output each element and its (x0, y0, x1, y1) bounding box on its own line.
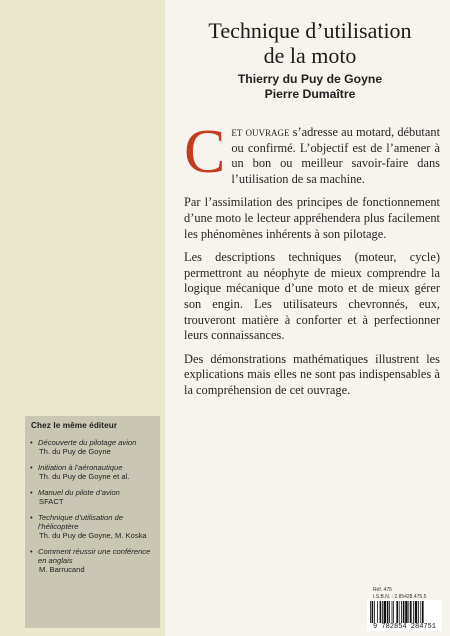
same-publisher-box (25, 416, 160, 628)
barcode-bar (387, 601, 389, 623)
book-item (25, 438, 160, 456)
barcode-bar (382, 601, 383, 623)
author-2: Pierre Dumaître (264, 87, 356, 101)
book-title-item: Technique d’utilisation de l’hélicoptère (38, 513, 123, 531)
barcode-bar (392, 601, 393, 623)
book-title-item: Initiation à l’aéronautique (38, 463, 123, 472)
paragraph-1-text: s’adresse au motard, débutant ou confirmé. L’objectif est de l’amener à un bon ou meilleur savoir-faire dans l’utilisation de sa machine. (231, 125, 441, 186)
barcode-bar (384, 601, 386, 623)
paragraph-3: Les descriptions techniques (moteur, cycle) permettront au néophyte de mieux comprendre la logique mécanique d’une moto et de mieux gérer son engin. Les utilisateurs chevronnés, eux, trouveront matière à conforter et à perfectionner leurs connaissances. (184, 250, 440, 343)
book-author: SFACT (39, 497, 64, 506)
book-title-item: Comment réussir une conférence en anglais (38, 547, 151, 565)
barcode-bar (389, 601, 390, 623)
barcode-bar (380, 601, 382, 623)
barcode-bar (403, 601, 405, 623)
book-item (25, 463, 160, 481)
paragraph-2: Par l’assimilation des principes de fonctionnement d’une moto le lecteur appréhendera plus facilement les phénomènes inhérents à son pilotage. (184, 195, 440, 241)
book-author: Th. du Puy de Goyne (39, 447, 111, 456)
barcode-bar (377, 601, 378, 623)
barcode-bar (401, 601, 402, 623)
barcode-bar (415, 601, 417, 623)
isbn: I.S.B.N. : 2.85428.475.5 (373, 594, 427, 600)
bullet: • (30, 488, 33, 497)
barcode-bar (422, 601, 424, 623)
title-line-1: Technique d’utilisation (208, 18, 412, 43)
book-title-item: Découverte du pilotage avion (38, 438, 137, 447)
barcode-bar (418, 601, 419, 623)
bullet: • (30, 438, 33, 447)
bullet: • (30, 463, 33, 472)
book-author: M. Barrucand (39, 565, 85, 574)
book-item (25, 488, 160, 506)
barcode-bar (370, 601, 371, 623)
paragraph-4: Des démonstrations mathématiques illustrent les explications mais elles ne sont pas indispensables à la compréhension de cet ouvrage. (184, 351, 440, 397)
barcode-digits: 9 782854 284751 (367, 623, 442, 631)
body-text (184, 118, 441, 407)
book-author: Th. du Puy de Goyne et al. (39, 472, 130, 481)
barcode-bar (393, 601, 394, 623)
barcode-bar (374, 601, 375, 623)
barcode-bar (372, 601, 374, 623)
barcode-bar (413, 601, 414, 623)
sidebar-heading: Chez le même éditeur (31, 421, 118, 430)
title-block (175, 18, 445, 102)
book-author: Th. du Puy de Goyne, M. Koska (39, 531, 147, 540)
author-1: Thierry du Puy de Goyne (237, 72, 383, 86)
barcode-bar (405, 601, 407, 623)
book-title (175, 18, 445, 68)
paragraph-1-lead: et ouvrage (231, 125, 290, 139)
authors (175, 72, 445, 102)
barcode-bars (367, 600, 442, 624)
barcode-bar (396, 601, 398, 623)
bullet: • (30, 547, 33, 556)
barcode-bar (399, 601, 400, 623)
barcode-bar (410, 601, 412, 623)
drop-cap: C (184, 118, 226, 186)
reference-number: Réf. 475 (373, 587, 392, 593)
bullet: • (30, 513, 33, 522)
barcode-bar (420, 601, 421, 623)
book-item (25, 547, 160, 574)
title-line-2: de la moto (263, 43, 357, 68)
paragraph-1 (184, 118, 441, 187)
book-title-item: Manuel du pilote d’avion (38, 488, 120, 497)
book-list (25, 438, 160, 574)
barcode-bar (408, 601, 409, 623)
book-item (25, 513, 160, 540)
